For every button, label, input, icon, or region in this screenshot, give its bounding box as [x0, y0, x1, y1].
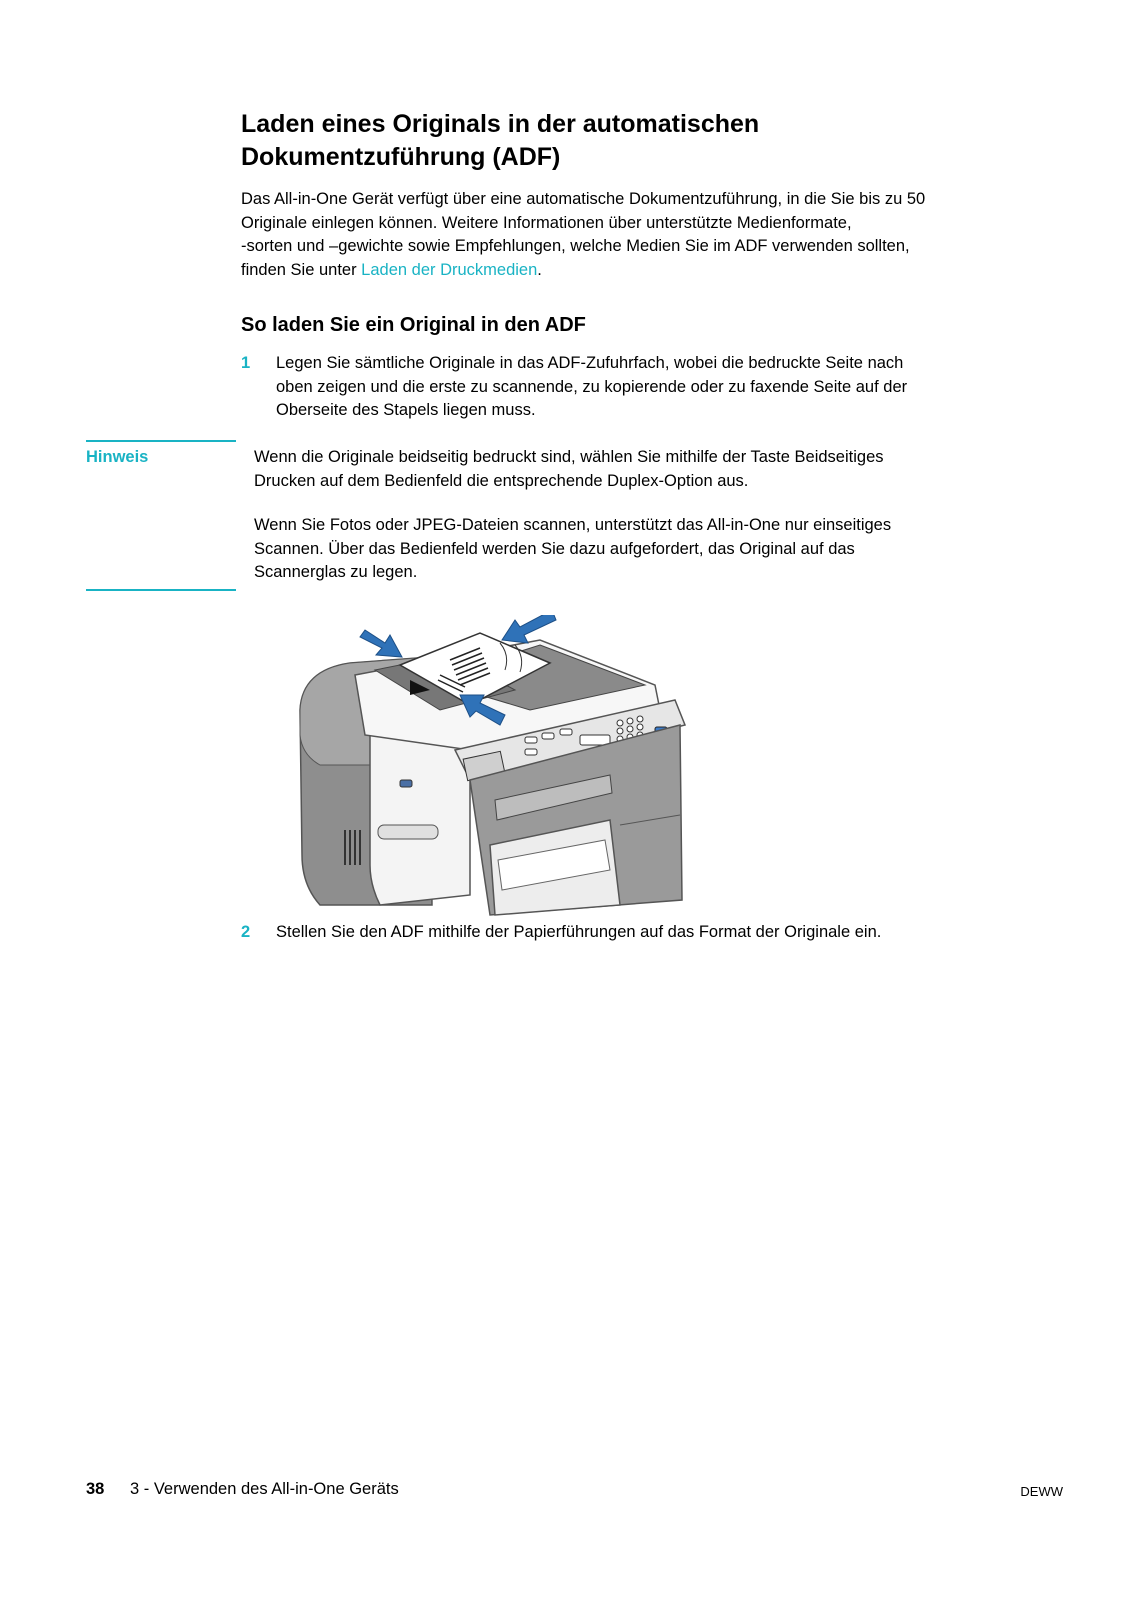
section-subheading: So laden Sie ein Original in den ADF: [241, 314, 586, 336]
note-p2-line-2: Scannen. Über das Bedienfeld werden Sie dazu aufgefordert, das Original auf das: [254, 539, 855, 558]
note-top-rule: [86, 440, 236, 442]
note-p2-line-1: Wenn Sie Fotos oder JPEG-Dateien scannen, unterstützt das All-in-One nur einseitiges: [254, 516, 892, 534]
note-p1-line-1: Wenn die Originale beidseitig bedruckt sind, wählen Sie mithilfe der Taste Beidseitiges: [254, 448, 884, 466]
footer-code: DEWW: [1020, 1484, 1063, 1499]
note-paragraph-2: [254, 514, 1034, 585]
step-number: 1: [241, 354, 251, 372]
druckmedien-link[interactable]: Laden der Druckmedien: [361, 260, 538, 279]
note-p1-line-2: Drucken auf dem Bedienfeld die entsprechende Duplex-Option aus.: [254, 471, 749, 490]
note-p2-line-3: Scannerglas zu legen.: [254, 563, 418, 581]
intro-line-2: Originale einlegen können. Weitere Informationen über unterstützte Medienformate,: [241, 213, 852, 232]
intro-line-4: [241, 259, 1041, 283]
title-line-1: Laden eines Originals in der automatischen: [241, 110, 760, 138]
page-number: 38: [86, 1480, 105, 1498]
step-2-line-1: Stellen Sie den ADF mithilfe der Papierführungen auf das Format der Originale ein.: [276, 923, 882, 941]
footer-chapter: 3 - Verwenden des All-in-One Geräts: [130, 1480, 399, 1498]
step-text: [276, 921, 1036, 945]
step-number: 2: [241, 923, 251, 941]
page-title: [241, 108, 1061, 174]
intro-line-4-end: .: [537, 260, 542, 279]
note-paragraph-1: [254, 446, 1034, 493]
note-bottom-rule: [86, 589, 236, 591]
step-text: [276, 352, 1036, 423]
intro-line-1: Das All-in-One Gerät verfügt über eine automatische Dokumentzuführung, in die Sie bis zu 50: [241, 190, 926, 208]
step-1-line-2: oben zeigen und die erste zu scannende, zu kopierende oder zu faxende Seite auf der: [276, 377, 908, 396]
title-line-2: Dokumentzuführung (ADF): [241, 143, 561, 171]
step-1-line-1: Legen Sie sämtliche Originale in das ADF-Zufuhrfach, wobei die bedruckte Seite nach: [276, 354, 904, 372]
step-1-line-3: Oberseite des Stapels liegen muss.: [276, 401, 536, 419]
note-label: Hinweis: [86, 448, 149, 466]
intro-paragraph: [241, 188, 1041, 282]
intro-line-3: -sorten und –gewichte sowie Empfehlungen, welche Medien Sie im ADF verwenden sollten,: [241, 237, 910, 255]
intro-line-4-text: finden Sie unter: [241, 260, 362, 279]
printer-adf-illustration: [280, 615, 700, 925]
